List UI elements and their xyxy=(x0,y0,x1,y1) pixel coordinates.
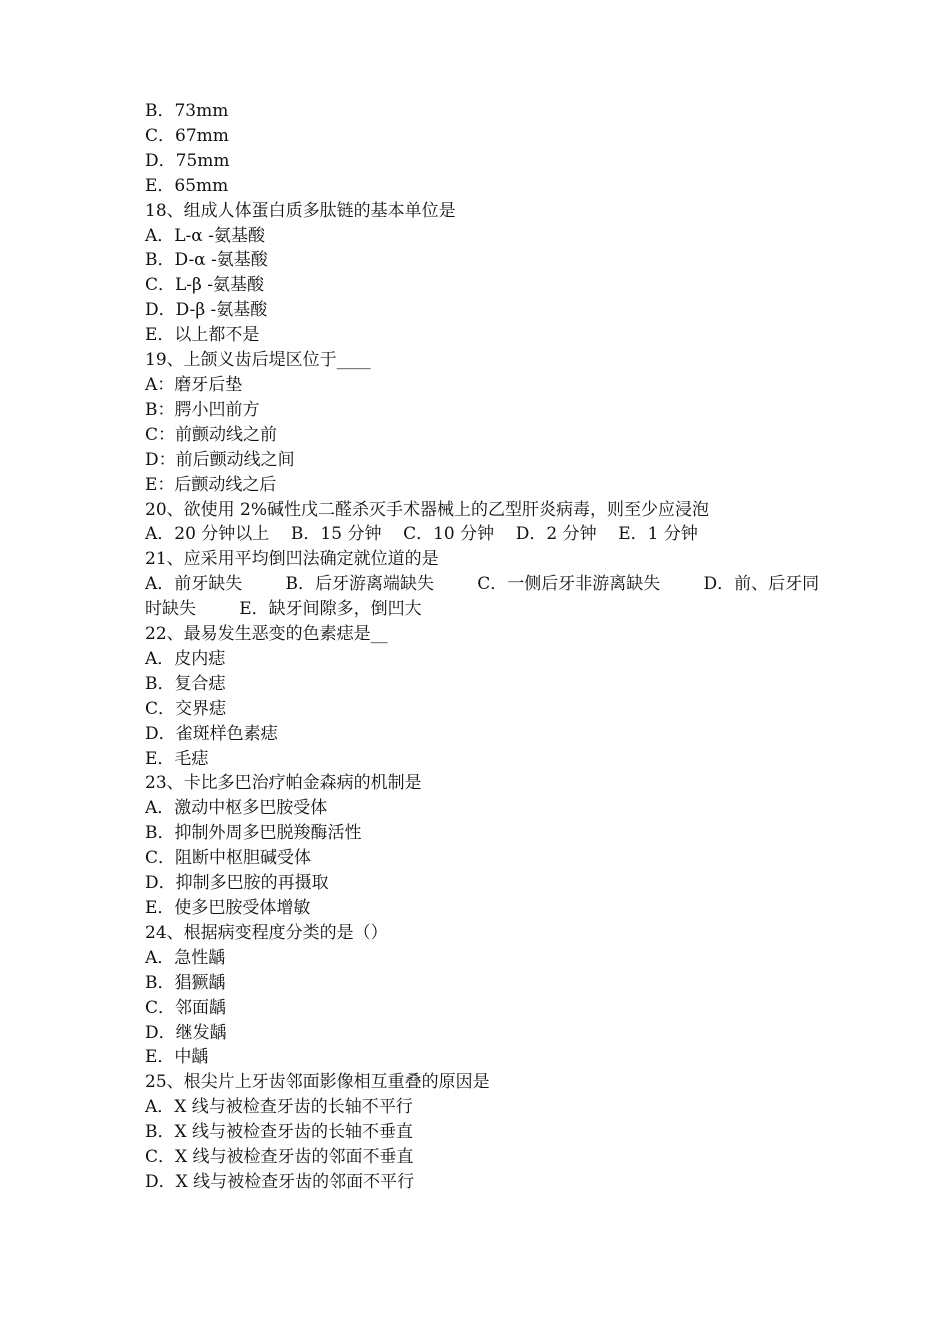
option-22-d: D．雀斑样色素痣 xyxy=(145,723,278,744)
option-19-d: D：前后颤动线之间 xyxy=(145,449,295,470)
option-17-d: D．75mm xyxy=(145,150,230,171)
option-22-b: B．复合痣 xyxy=(145,673,226,694)
options-20-inline: A．20 分钟以上 B．15 分钟 C．10 分钟 D．2 分钟 E．1 分钟 xyxy=(145,524,698,545)
option-18-b: B．D-α -氨基酸 xyxy=(145,250,268,271)
question-19: 19、上颌义齿后堤区位于____ xyxy=(145,350,371,371)
option-22-e: E．毛痣 xyxy=(145,748,209,769)
option-17-e: E．65mm xyxy=(145,175,229,196)
option-19-c: C：前颤动线之前 xyxy=(145,424,278,445)
option-19-e: E：后颤动线之后 xyxy=(145,474,277,495)
option-23-d: D．抑制多巴胺的再摄取 xyxy=(145,873,329,894)
question-22: 22、最易发生恶变的色素痣是__ xyxy=(145,624,388,645)
option-18-c: C．L-β -氨基酸 xyxy=(145,275,265,296)
option-22-a: A．皮内痣 xyxy=(145,648,226,669)
options-21-inline: A．前牙缺失 B．后牙游离端缺失 C．一侧后牙非游离缺失 D．前、后牙同时缺失 E．缺牙间隙多，倒凹大 xyxy=(145,574,820,620)
question-23: 23、卡比多巴治疗帕金森病的机制是 xyxy=(145,773,422,794)
document-page xyxy=(145,99,820,1195)
option-24-d: D．继发龋 xyxy=(145,1022,227,1043)
option-19-a: A：磨牙后垫 xyxy=(145,374,243,395)
option-24-e: E．中龋 xyxy=(145,1047,209,1068)
option-18-a: A．L-α -氨基酸 xyxy=(145,225,265,246)
option-17-b: B．73mm xyxy=(145,101,229,121)
question-20: 20、欲使用 2%碱性戊二醛杀灭手术器械上的乙型肝炎病毒，则至少应浸泡 xyxy=(145,499,710,520)
option-18-d: D．D-β -氨基酸 xyxy=(145,300,268,321)
question-25: 25、根尖片上牙齿邻面影像相互重叠的原因是 xyxy=(145,1072,490,1093)
option-23-a: A．激动中枢多巴胺受体 xyxy=(145,798,328,819)
question-24: 24、根据病变程度分类的是（） xyxy=(145,922,388,943)
option-25-a: A．X 线与被检查牙齿的长轴不平行 xyxy=(145,1097,413,1118)
option-22-c: C．交界痣 xyxy=(145,698,227,719)
option-23-e: E．使多巴胺受体增敏 xyxy=(145,898,311,918)
option-24-c: C．邻面龋 xyxy=(145,997,227,1018)
question-21: 21、应采用平均倒凹法确定就位道的是 xyxy=(145,549,439,570)
question-18: 18、组成人体蛋白质多肽链的基本单位是 xyxy=(145,200,456,221)
option-24-a: A．急性龋 xyxy=(145,947,226,968)
option-23-c: C．阻断中枢胆碱受体 xyxy=(145,848,312,869)
option-25-b: B．X 线与被检查牙齿的长轴不垂直 xyxy=(145,1122,413,1143)
option-17-c: C．67mm xyxy=(145,125,229,146)
option-24-b: B．猖獗龋 xyxy=(145,972,226,993)
option-19-b: B：腭小凹前方 xyxy=(145,399,260,420)
option-23-b: B．抑制外周多巴脱羧酶活性 xyxy=(145,823,362,844)
option-25-d: D．X 线与被检查牙齿的邻面不平行 xyxy=(145,1171,415,1192)
option-25-c: C．X 线与被检查牙齿的邻面不垂直 xyxy=(145,1147,414,1168)
option-18-e: E．以上都不是 xyxy=(145,325,260,346)
